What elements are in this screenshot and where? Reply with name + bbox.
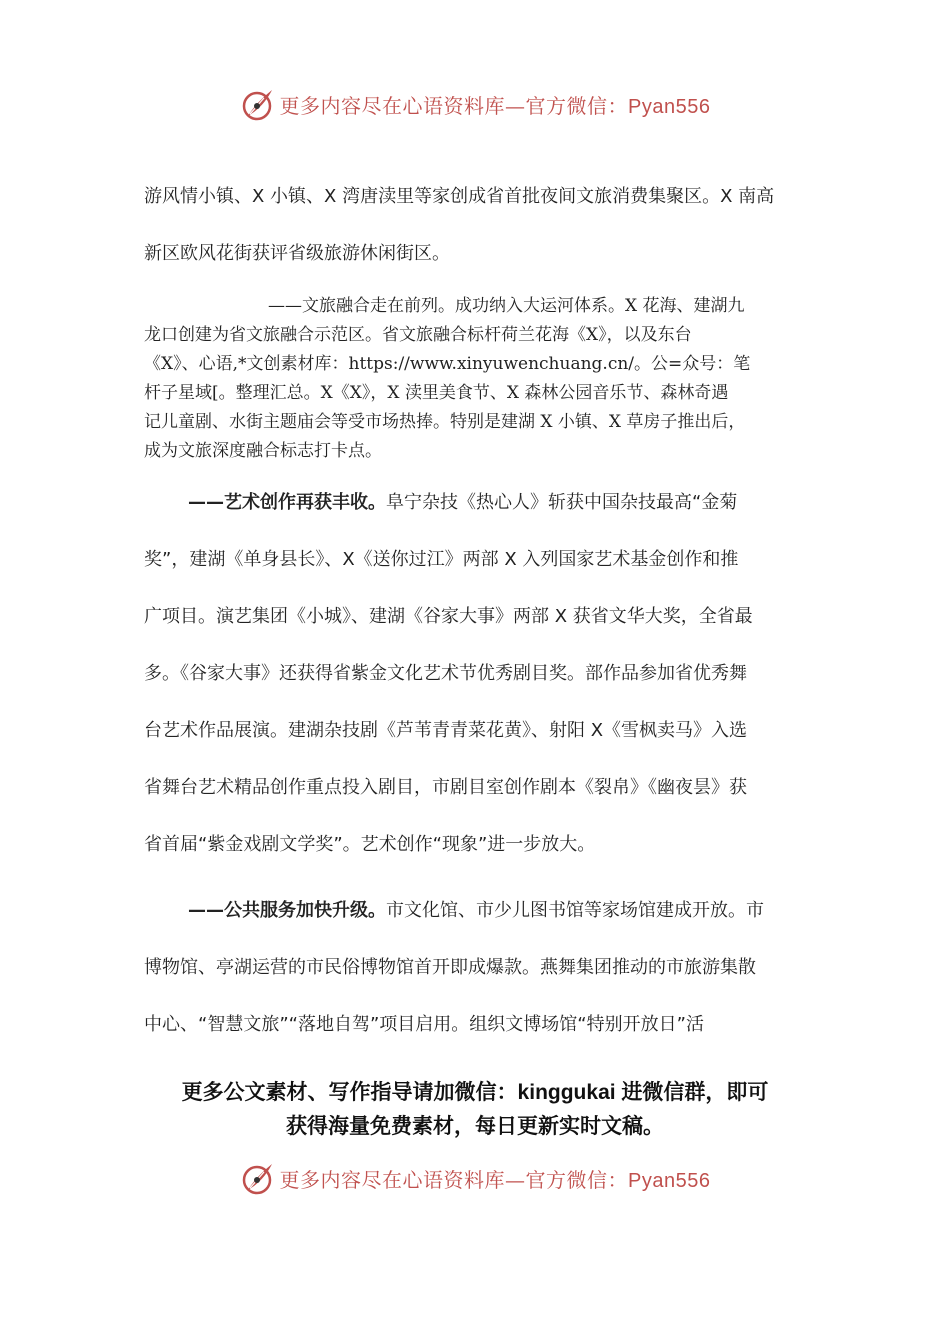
footer-line2: 获得海量免费素材，每日更新实时文稿。 <box>286 1115 664 1138</box>
footer-line1: 更多公文素材、写作指导请加微信：kinggukai 进微信群，即可 <box>181 1081 769 1104</box>
banner-wechat-id: Pyan556 <box>628 1169 711 1192</box>
para4-line1-rest: 市文化馆、市少儿图书馆等家场馆建成开放。市 <box>386 900 764 921</box>
footer-banner <box>0 1158 950 1198</box>
para3-line: 台艺术作品展演。建湖杂技剧《芦苇青青菜花黄》、射阳 X《雪枫卖马》入选 <box>144 720 748 741</box>
para4-heading: ——公共服务加快升级。 <box>188 900 386 921</box>
para1-line2: 新区欧风花街获评省级旅游休闲街区。 <box>144 243 450 264</box>
banner-text <box>280 90 711 119</box>
para4-line: 博物馆、亭湖运营的市民俗博物馆首开即成爆款。燕舞集团推动的市旅游集散 <box>144 957 756 978</box>
para2-line: ——文旅融合走在前列。成功纳入大运河体系。X 花海、建湖九 <box>268 296 745 316</box>
quill-logo-icon <box>240 86 276 122</box>
para3-line: 省首届“紫金戏剧文学奖”。艺术创作“现象”进一步放大。 <box>144 834 596 855</box>
para3-line: 奖”，建湖《单身县长》、X《送你过江》两部 X 入列国家艺术基金创作和推 <box>144 549 739 570</box>
para3-line: 广项目。演艺集团《小城》、建湖《谷家大事》两部 X 获省文华大奖，全省最 <box>144 606 753 627</box>
para3-line: 省舞台艺术精品创作重点投入剧目，市剧目室创作剧本《裂帛》《幽夜昙》获 <box>144 777 747 798</box>
quill-logo-icon <box>240 1160 276 1196</box>
para4-line: 中心、“智慧文旅”“落地自驾”项目启用。组织文博场馆“特别开放日”活 <box>144 1014 704 1035</box>
banner-label: 更多内容尽在心语资料库—官方微信： <box>279 1167 629 1192</box>
banner-label: 更多内容尽在心语资料库—官方微信： <box>279 93 629 118</box>
para2-line: 记儿童剧、水街主题庙会等受市场热捧。特别是建湖 X 小镇、X 草房子推出后， <box>144 412 746 432</box>
para2-line: 龙口创建为省文旅融合示范区。省文旅融合标杆荷兰花海《X》，以及东台 <box>144 325 692 345</box>
para3-line: 多。《谷家大事》还获得省紫金文化艺术节优秀剧目奖。部作品参加省优秀舞 <box>144 663 747 684</box>
banner-text <box>280 1164 711 1193</box>
para3-line1 <box>144 488 808 514</box>
header-banner <box>0 84 950 124</box>
para2-line: 成为文旅深度融合标志打卡点。 <box>144 441 382 461</box>
para2-block <box>144 292 808 466</box>
para2-line: 《X》、心语,*文创素材库：https://www.xinyuwenchuang.cn/。公=众号：笔 <box>144 354 751 374</box>
para3-line1-rest: 阜宁杂技《热心人》斩获中国杂技最高“金菊 <box>386 492 738 513</box>
para2-line: 杆子星域[。整理汇总。X《X》，X 渎里美食节、X 森林公园音乐节、森林奇遇 <box>144 383 729 403</box>
footer-note <box>100 1076 850 1144</box>
para3-heading: ——艺术创作再获丰收。 <box>188 492 386 513</box>
banner-wechat-id: Pyan556 <box>628 95 711 118</box>
para1-line1: 游风情小镇、X 小镇、X 湾唐渎里等家创成省首批夜间文旅消费集聚区。X 南高 <box>144 186 775 207</box>
para4-line1 <box>144 896 808 922</box>
